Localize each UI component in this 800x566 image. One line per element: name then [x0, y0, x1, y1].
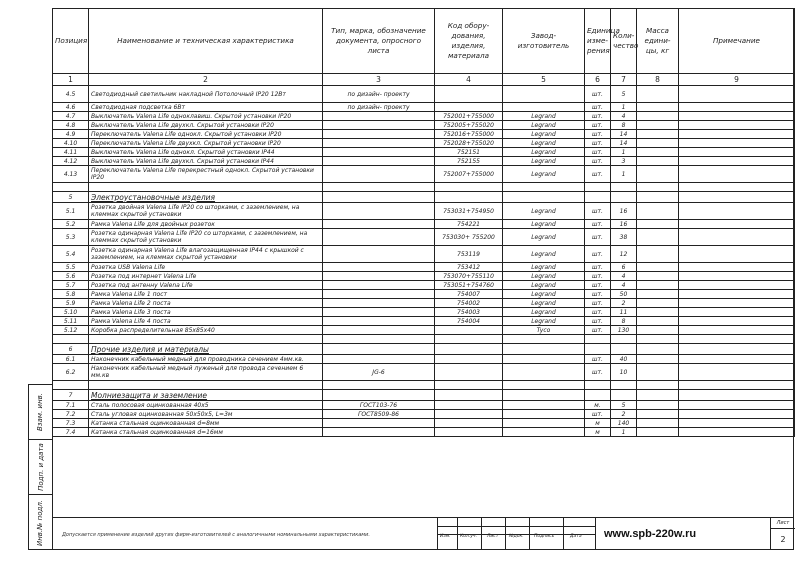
cell-pos: 5.1 — [53, 203, 89, 220]
cell-maker: Legrand — [503, 203, 585, 220]
cell-name: Розетка USB Valena Life — [89, 263, 323, 272]
cell-qty: 14 — [611, 139, 637, 148]
stamp-col-label: Изм. — [440, 534, 451, 539]
cell-code: 752001+755000 — [435, 112, 503, 121]
cell-qty: 50 — [611, 290, 637, 299]
cell-code: 754003 — [435, 308, 503, 317]
cell-pos: 7.2 — [53, 410, 89, 419]
cell-pos: 4.11 — [53, 148, 89, 157]
cell-qty: 140 — [611, 419, 637, 428]
cell-maker: Legrand — [503, 290, 585, 299]
cell-code: 752007+755000 — [435, 166, 503, 183]
col-header-qty: Коли- чество — [611, 9, 637, 74]
cell-code: 753070+755110 — [435, 272, 503, 281]
cell-unit: м. — [585, 401, 611, 410]
cell-pos: 4.10 — [53, 139, 89, 148]
cell-name: Светодиодный светильник накладной Потолочный IP20 12Вт — [89, 86, 323, 103]
stamp-note: Допускается применение изделий других фирм-изготовителей с аналогичными номинальными характеристиками. — [62, 532, 370, 538]
cell-pos: 4.9 — [53, 130, 89, 139]
cell-name: Наконечник кабельный медный для проводника сечением 4мм.кв. — [89, 355, 323, 364]
cell-qty: 1 — [611, 428, 637, 437]
cell-name: Светодиодная подсветка 6Вт — [89, 103, 323, 112]
cell-name: Молниезащита и заземление — [89, 390, 323, 401]
cell-unit: шт. — [585, 148, 611, 157]
col-number: 7 — [611, 74, 637, 86]
cell-qty: 2 — [611, 410, 637, 419]
cell-name: Переключатель Valena Life перекрестный однокл. Скрытой установки IP20 — [89, 166, 323, 183]
cell-maker: Legrand — [503, 308, 585, 317]
cell-qty: 2 — [611, 299, 637, 308]
col-header-code: Код обору- дования, изделия, материала — [435, 9, 503, 74]
cell-maker: Tyco — [503, 326, 585, 335]
cell-qty: 1 — [611, 148, 637, 157]
stamp-col-label: Кол.уч. — [460, 534, 478, 539]
cell-unit: шт. — [585, 203, 611, 220]
cell-pos: 5.9 — [53, 299, 89, 308]
cell-name: Рамка Valena Life 3 поста — [89, 308, 323, 317]
cell-pos: 6 — [53, 344, 89, 355]
col-number: 8 — [637, 74, 679, 86]
cell-qty: 1 — [611, 103, 637, 112]
cell-name: Рамка Valena Life 2 поста — [89, 299, 323, 308]
cell-maker: Legrand — [503, 281, 585, 290]
cell-code: 753412 — [435, 263, 503, 272]
cell-qty: 3 — [611, 157, 637, 166]
cell-unit: шт. — [585, 364, 611, 381]
cell-type: JG-6 — [323, 364, 435, 381]
side-cell-inv-original — [29, 495, 52, 550]
cell-pos: 5.12 — [53, 326, 89, 335]
cell-maker: Legrand — [503, 148, 585, 157]
cell-pos: 7.4 — [53, 428, 89, 437]
cell-pos: 5 — [53, 192, 89, 203]
cell-name: Розетка одинарная Valena Life IP20 со шторками, с заземлением, на клеммах скрытой установки — [89, 229, 323, 246]
cell-name: Рамка Valena Life 1 пост — [89, 290, 323, 299]
cell-code: 752005+755020 — [435, 121, 503, 130]
cell-qty: 38 — [611, 229, 637, 246]
cell-code: 752016+755000 — [435, 130, 503, 139]
cell-qty: 4 — [611, 272, 637, 281]
cell-unit: шт. — [585, 281, 611, 290]
website-watermark: www.spb-220w.ru — [604, 528, 697, 540]
side-cell-replace-inv — [29, 385, 52, 440]
title-block — [52, 517, 794, 550]
cell-code: 752155 — [435, 157, 503, 166]
cell-pos: 5.2 — [53, 220, 89, 229]
cell-unit: шт. — [585, 355, 611, 364]
cell-name: Выключатель Valena Life двухкл. Скрытой установки IP20 — [89, 121, 323, 130]
side-label: Подп. и дата — [36, 443, 45, 491]
cell-maker: Legrand — [503, 139, 585, 148]
cell-maker: Legrand — [503, 299, 585, 308]
cell-qty: 12 — [611, 246, 637, 263]
cell-maker: Legrand — [503, 229, 585, 246]
cell-pos: 7.3 — [53, 419, 89, 428]
cell-unit: шт. — [585, 326, 611, 335]
cell-pos: 5.4 — [53, 246, 89, 263]
cell-code: 754004 — [435, 317, 503, 326]
col-header-type: Тип, марка, обозначение документа, опросного листа — [323, 9, 435, 74]
cell-pos: 4.5 — [53, 86, 89, 103]
cell-maker: Legrand — [503, 317, 585, 326]
cell-maker: Legrand — [503, 112, 585, 121]
cell-unit: шт. — [585, 229, 611, 246]
drawing-frame — [52, 8, 794, 550]
cell-pos: 5.3 — [53, 229, 89, 246]
cell-unit: шт. — [585, 317, 611, 326]
cell-code: 754002 — [435, 299, 503, 308]
cell-qty: 16 — [611, 220, 637, 229]
side-label: Взам. инв. — [36, 392, 45, 432]
cell-pos: 6.1 — [53, 355, 89, 364]
stamp-col-label: Дата — [570, 534, 582, 539]
cell-code: 753051+754760 — [435, 281, 503, 290]
stamp-col-label: Подпись — [534, 534, 555, 539]
cell-name: Наконечник кабельный медный луженый для провода сечением 6 мм.кв — [89, 364, 323, 381]
cell-pos: 4.13 — [53, 166, 89, 183]
col-number: 6 — [585, 74, 611, 86]
cell-maker: Legrand — [503, 220, 585, 229]
cell-qty: 11 — [611, 308, 637, 317]
cell-qty: 5 — [611, 86, 637, 103]
cell-pos: 5.10 — [53, 308, 89, 317]
cell-unit: шт. — [585, 299, 611, 308]
cell-code: 753030+ 755200 — [435, 229, 503, 246]
col-number: 5 — [503, 74, 585, 86]
cell-maker: Legrand — [503, 263, 585, 272]
col-header-mass: Масса едини- цы, кг — [637, 9, 679, 74]
cell-maker: Legrand — [503, 246, 585, 263]
col-number: 2 — [89, 74, 323, 86]
cell-type: по дизайн- проекту — [323, 86, 435, 103]
cell-qty: 5 — [611, 401, 637, 410]
cell-name: Сталь угловая оцинкованная 50х50х5, L=3м — [89, 410, 323, 419]
stamp-col-label: №док. — [509, 534, 524, 539]
cell-name: Переключатель Valena Life двухкл. Скрытой установки IP20 — [89, 139, 323, 148]
cell-unit: шт. — [585, 410, 611, 419]
cell-qty: 8 — [611, 121, 637, 130]
cell-name: Выключатель Valena Life однокл. Скрытой установки IP44 — [89, 148, 323, 157]
cell-unit: м — [585, 428, 611, 437]
cell-name: Катанка стальная оцинкованная d=8мм — [89, 419, 323, 428]
cell-unit: шт. — [585, 290, 611, 299]
cell-pos: 7.1 — [53, 401, 89, 410]
cell-pos: 5.6 — [53, 272, 89, 281]
cell-name: Розетка двойная Valena Life IP20 со шторками, с заземлением, на клеммах скрытой установки — [89, 203, 323, 220]
cell-pos: 4.8 — [53, 121, 89, 130]
sheet-label: Лист — [776, 520, 790, 526]
cell-unit: шт. — [585, 157, 611, 166]
cell-unit: шт. — [585, 86, 611, 103]
cell-name: Переключатель Valena Life однокл. Скрытой установки IP20 — [89, 130, 323, 139]
cell-maker: Legrand — [503, 272, 585, 281]
cell-name: Катанка стальная оцинкованная d=16мм — [89, 428, 323, 437]
cell-pos: 5.11 — [53, 317, 89, 326]
cell-name: Коробка распределительная 85х85х40 — [89, 326, 323, 335]
cell-name: Рамка Valena Life для двойных розеток — [89, 220, 323, 229]
cell-pos: 5.5 — [53, 263, 89, 272]
cell-code: 754221 — [435, 220, 503, 229]
cell-pos: 4.12 — [53, 157, 89, 166]
cell-pos: 4.7 — [53, 112, 89, 121]
cell-qty: 6 — [611, 263, 637, 272]
col-header-name: Наименование и техническая характеристика — [89, 9, 323, 74]
cell-name: Розетка одинарная Valena Life влагозащищенная IP44 с крышкой с заземлением, на клеммах скрытой установки — [89, 246, 323, 263]
cell-qty: 14 — [611, 130, 637, 139]
col-header-note: Примечание — [679, 9, 795, 74]
cell-maker: Legrand — [503, 121, 585, 130]
col-header-unit: Единица изме- рения — [585, 9, 611, 74]
sheet-number: 2 — [780, 535, 786, 544]
cell-unit: шт. — [585, 246, 611, 263]
cell-pos: 7 — [53, 390, 89, 401]
cell-qty: 130 — [611, 326, 637, 335]
cell-name: Розетка под интернет Valena Life — [89, 272, 323, 281]
cell-qty: 4 — [611, 112, 637, 121]
cell-code: 752151 — [435, 148, 503, 157]
revision-grid — [437, 518, 595, 550]
cell-qty: 8 — [611, 317, 637, 326]
cell-name: Розетка под антенну Valena Life — [89, 281, 323, 290]
cell-pos: 4.6 — [53, 103, 89, 112]
cell-type: ГОСТ103-76 — [323, 401, 435, 410]
col-header-pos: Позиция — [53, 9, 89, 74]
col-header-maker: Завод- изготовитель — [503, 9, 585, 74]
cell-name: Электроустановочные изделия — [89, 192, 323, 203]
cell-unit: шт. — [585, 121, 611, 130]
cell-qty: 40 — [611, 355, 637, 364]
cell-qty: 1 — [611, 166, 637, 183]
cell-name: Выключатель Valena Life одноклавиш. Скрытой установки IP20 — [89, 112, 323, 121]
col-number: 9 — [679, 74, 795, 86]
cell-pos: 5.7 — [53, 281, 89, 290]
cell-code: 754007 — [435, 290, 503, 299]
side-cell-sign-date — [29, 440, 52, 495]
cell-qty: 16 — [611, 203, 637, 220]
col-number: 3 — [323, 74, 435, 86]
sheet-number-box — [770, 518, 795, 550]
cell-type: ГОСТ8509-86 — [323, 410, 435, 419]
cell-unit: шт. — [585, 103, 611, 112]
cell-code: 752028+755020 — [435, 139, 503, 148]
cell-maker: Legrand — [503, 166, 585, 183]
cell-pos: 6.2 — [53, 364, 89, 381]
cell-code: 753119 — [435, 246, 503, 263]
cell-unit: шт. — [585, 308, 611, 317]
cell-qty: 10 — [611, 364, 637, 381]
cell-type: по дизайн- проекту — [323, 103, 435, 112]
cell-unit: шт. — [585, 112, 611, 121]
cell-unit: шт. — [585, 220, 611, 229]
cell-unit: шт. — [585, 130, 611, 139]
cell-name: Рамка Valena Life 4 поста — [89, 317, 323, 326]
stamp-col-label: Лист — [487, 534, 499, 539]
cell-qty: 4 — [611, 281, 637, 290]
col-number: 4 — [435, 74, 503, 86]
cell-maker: Legrand — [503, 130, 585, 139]
cell-maker: Legrand — [503, 157, 585, 166]
cell-unit: шт. — [585, 166, 611, 183]
cell-name: Выключатель Valena Life двухкл. Скрытой установки IP44 — [89, 157, 323, 166]
cell-unit: шт. — [585, 272, 611, 281]
side-stamp — [28, 384, 52, 550]
side-label: Инв.№ подл. — [36, 499, 45, 546]
cell-unit: шт. — [585, 139, 611, 148]
cell-code: 753031+754950 — [435, 203, 503, 220]
col-number: 1 — [53, 74, 89, 86]
cell-unit: м — [585, 419, 611, 428]
cell-name: Сталь полосовая оцинкованная 40х5 — [89, 401, 323, 410]
cell-unit: шт. — [585, 263, 611, 272]
cell-pos: 5.8 — [53, 290, 89, 299]
cell-name: Прочие изделия и материалы — [89, 344, 323, 355]
